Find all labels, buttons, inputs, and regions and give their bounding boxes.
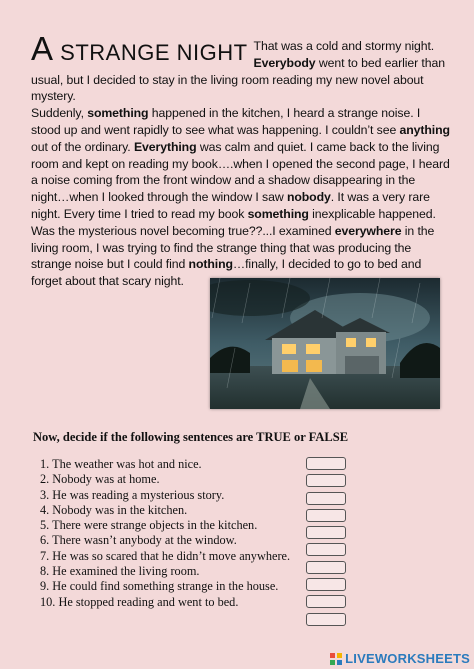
story-title — [31, 30, 248, 67]
story-keyword: anything — [399, 122, 450, 137]
story-keyword: nothing — [188, 257, 233, 272]
answer-box[interactable] — [306, 613, 346, 626]
answer-box[interactable] — [306, 526, 346, 539]
quiz-item: 6. There wasn’t anybody at the window. — [40, 533, 237, 548]
story-segment: . It was a very rare night. Every time I tried to read my book — [31, 190, 430, 221]
story-segment: That was a cold and stormy night. — [253, 39, 435, 53]
story-segment: was calm and quiet. I came back to the living room and kept on reading my book….when I opened the second page, I heard a noise coming from the front window and a shadow disappearing in the night…when I looked through the window I saw — [31, 139, 450, 205]
title-initial: A — [31, 30, 54, 67]
story-keyword: something — [87, 106, 149, 121]
quiz-item: 2. Nobody was at home. — [40, 472, 160, 487]
quiz-item: 1. The weather was hot and nice. — [40, 457, 202, 471]
liveworksheets-label: LIVEWORKSHEETS — [345, 651, 470, 666]
story-segment: inexplicable happened. Was the mysterious novel becoming true??...I examined — [31, 206, 436, 238]
quiz-item: 3. He was reading a mysterious story. — [40, 487, 225, 502]
title-rest: STRANGE NIGHT — [60, 40, 248, 65]
quiz-item: 8. He examined the living room. — [40, 564, 200, 579]
story-segment: Suddenly, — [31, 106, 88, 121]
answer-box[interactable] — [306, 474, 346, 487]
stormy-house-photo — [210, 278, 440, 409]
liveworksheets-icon — [330, 653, 342, 665]
answer-box[interactable] — [306, 561, 346, 574]
answer-boxes — [306, 457, 348, 630]
story-keyword: something — [247, 206, 309, 221]
answer-box[interactable] — [306, 543, 346, 556]
story-keyword: nobody — [286, 190, 331, 205]
story-keyword: Everybody — [253, 55, 316, 70]
quiz-item: 7. He was so scared that he didn’t move anywhere. — [40, 548, 291, 563]
answer-box[interactable] — [306, 492, 346, 505]
story-segment: in the living room, I was trying to find the strange thing that was producing the strange noise but I could find — [31, 223, 435, 272]
answer-box[interactable] — [306, 578, 346, 591]
quiz-item: 5. There were strange objects in the kitchen. — [40, 518, 258, 533]
story-keyword: everywhere — [334, 223, 402, 238]
story-segment: …finally, I decided to go to bed and forget about that scary night. — [31, 257, 422, 289]
quiz-instruction: Now, decide if the following sentences are TRUE or FALSE — [33, 430, 349, 444]
story-body — [31, 38, 451, 290]
answer-box[interactable] — [306, 457, 346, 470]
story-text — [31, 30, 451, 290]
quiz-item: 4. Nobody was in the kitchen. — [40, 502, 188, 517]
answer-box[interactable] — [306, 509, 346, 522]
story-segment: went to bed earlier than usual, but I decided to stay in the living room reading my new novel about mystery. — [31, 55, 445, 104]
liveworksheets-logo[interactable] — [330, 651, 470, 666]
story-segment: out of the ordinary. — [31, 139, 134, 154]
quiz-item: 9. He could find something strange in the house. — [40, 579, 279, 594]
story-keyword: Everything — [133, 139, 197, 154]
quiz-item: 10. He stopped reading and went to bed. — [40, 594, 239, 609]
answer-box[interactable] — [306, 595, 346, 608]
story-segment: happened in the kitchen, I heard a strange noise. I stood up and went rapidly to see what was happening. I couldn’t see — [31, 106, 421, 137]
